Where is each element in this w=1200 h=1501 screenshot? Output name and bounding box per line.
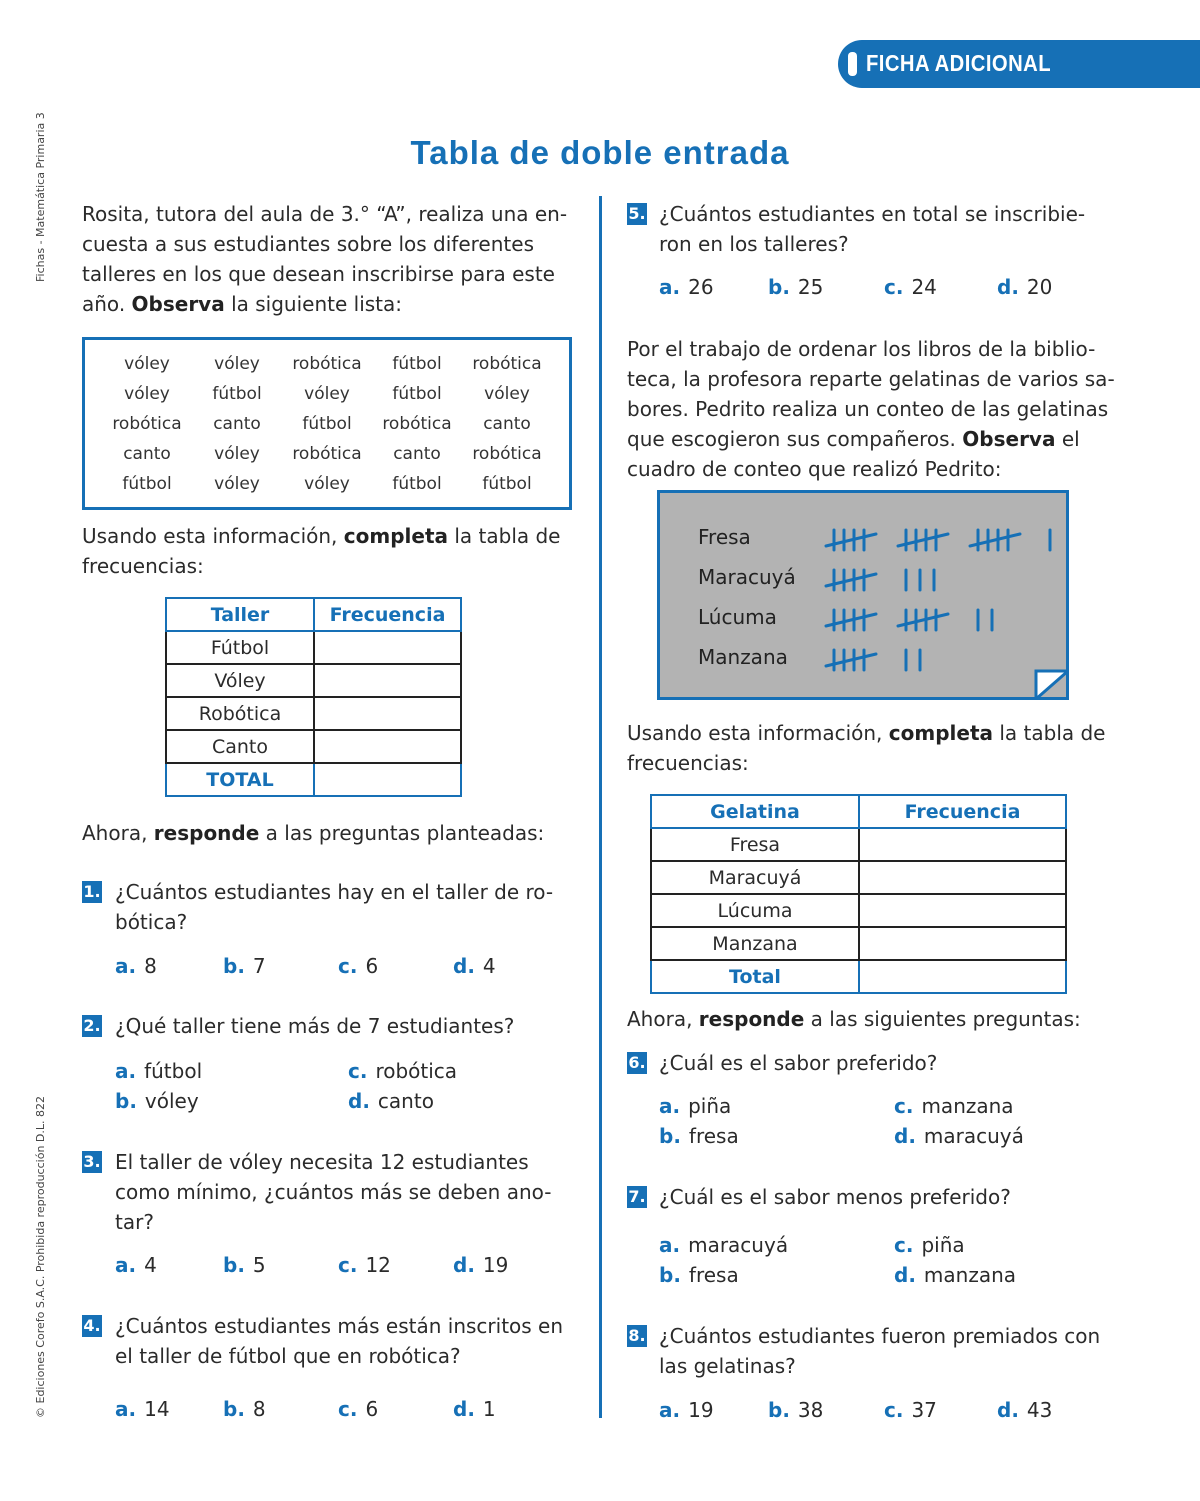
list-item: robótica xyxy=(382,414,452,434)
option-4b[interactable]: b. 8 xyxy=(223,1397,266,1421)
gelatina-frequency-table xyxy=(650,794,1067,994)
list-item: fútbol xyxy=(392,354,442,374)
table-row-label: Manzana xyxy=(651,927,859,960)
column-divider xyxy=(599,196,602,1418)
list-item: vóley xyxy=(214,354,260,374)
total-input-cell[interactable] xyxy=(314,763,461,796)
list-item: canto xyxy=(123,444,171,464)
question-number: 4. xyxy=(83,1316,101,1335)
list-item: vóley xyxy=(124,384,170,404)
frequency-input-cell[interactable] xyxy=(859,828,1066,861)
list-item: vóley xyxy=(214,474,260,494)
option-4c[interactable]: c. 6 xyxy=(338,1397,379,1421)
right-use-instruction: Usando esta información, completa la tabla de frecuencias: xyxy=(627,721,1106,775)
option-2c[interactable]: c. robótica xyxy=(348,1059,458,1083)
frequency-input-cell[interactable] xyxy=(859,861,1066,894)
option-2d[interactable]: d. canto xyxy=(348,1089,434,1113)
tally-chart xyxy=(657,490,1069,700)
frequency-input-cell[interactable] xyxy=(314,697,461,730)
frequency-input-cell[interactable] xyxy=(314,664,461,697)
intro-line: talleres en los que desean inscribirse para este xyxy=(82,262,555,286)
list-item: vóley xyxy=(484,384,530,404)
table-row-label: Canto xyxy=(166,730,314,763)
left-intro xyxy=(82,199,572,319)
table-row-label: Fútbol xyxy=(166,631,314,664)
ficha-adicional-badge xyxy=(838,40,1200,88)
question-6-text: ¿Cuál es el sabor preferido? xyxy=(659,1051,938,1075)
table-row-label: Maracuyá xyxy=(651,861,859,894)
left-use-instruction: Usando esta información, completa la tabla de frecuencias: xyxy=(82,524,561,578)
intro-line: Rosita, tutora del aula de 3.° “A”, realiza una en- xyxy=(82,202,568,226)
option-8d[interactable]: d. 43 xyxy=(997,1398,1053,1422)
right-intro: Por el trabajo de ordenar los libros de la biblio- teca, la profesora reparte gelatinas de varios sa- bores. Pedrito realiza un conteo de las gelatinas que escogieron sus compañeros. Observa el cuadro de conteo que realizó Pedrito: xyxy=(627,337,1115,481)
option-8a[interactable]: a. 19 xyxy=(659,1398,714,1422)
option-2b[interactable]: b. vóley xyxy=(115,1089,199,1113)
list-item: canto xyxy=(393,444,441,464)
list-item: robótica xyxy=(292,444,362,464)
list-item: robótica xyxy=(472,444,542,464)
option-7c[interactable]: c. piña xyxy=(894,1233,965,1257)
folded-corner xyxy=(1036,671,1066,697)
list-item: fútbol xyxy=(212,384,262,404)
list-item: robótica xyxy=(472,354,542,374)
option-6a[interactable]: a. piña xyxy=(659,1094,732,1118)
frequency-input-cell[interactable] xyxy=(859,927,1066,960)
option-3c[interactable]: c. 12 xyxy=(338,1253,391,1277)
frequency-input-cell[interactable] xyxy=(314,730,461,763)
option-5a[interactable]: a. 26 xyxy=(659,275,714,299)
list-item: vóley xyxy=(214,444,260,464)
frequency-input-cell[interactable] xyxy=(859,894,1066,927)
tally-label: Maracuyá xyxy=(698,565,796,589)
option-8b[interactable]: b. 38 xyxy=(768,1398,824,1422)
question-number: 7. xyxy=(628,1187,646,1206)
table-total-label: Total xyxy=(651,960,859,993)
option-4d[interactable]: d. 1 xyxy=(453,1397,496,1421)
question-number: 2. xyxy=(83,1016,101,1035)
option-1d[interactable]: d. 4 xyxy=(453,954,496,978)
list-item: robótica xyxy=(112,414,182,434)
list-item: fútbol xyxy=(482,474,532,494)
table-header-frecuencia: Frecuencia xyxy=(859,795,1066,828)
option-7d[interactable]: d. manzana xyxy=(894,1263,1017,1287)
intro-line: año. Observa la siguiente lista: xyxy=(82,292,403,316)
option-1a[interactable]: a. 8 xyxy=(115,954,157,978)
list-item: vóley xyxy=(304,384,350,404)
question-5-text: ¿Cuántos estudiantes en total se inscribie- ron en los talleres? xyxy=(659,202,1086,256)
right-respond-instruction: Ahora, responde a las siguientes preguntas: xyxy=(627,1007,1081,1031)
option-4a[interactable]: a. 14 xyxy=(115,1397,170,1421)
frequency-input-cell[interactable] xyxy=(314,631,461,664)
side-text-bottom: © Ediciones Corefo S.A.C. Prohibida reproducción D.L. 822 xyxy=(34,1096,47,1418)
question-number: 1. xyxy=(83,882,101,901)
option-6c[interactable]: c. manzana xyxy=(894,1094,1014,1118)
question-4-text: ¿Cuántos estudiantes más están inscritos en el taller de fútbol que en robótica? xyxy=(115,1314,564,1368)
list-item: vóley xyxy=(124,354,170,374)
table-header-taller: Taller xyxy=(166,598,314,631)
list-item: robótica xyxy=(292,354,362,374)
list-item: canto xyxy=(213,414,261,434)
option-8c[interactable]: c. 37 xyxy=(884,1398,937,1422)
option-5c[interactable]: c. 24 xyxy=(884,275,937,299)
table-row-label: Fresa xyxy=(651,828,859,861)
question-number: 6. xyxy=(628,1053,646,1072)
intro-line: cuesta a sus estudiantes sobre los diferentes xyxy=(82,232,534,256)
tally-label: Lúcuma xyxy=(698,605,777,629)
question-8-text: ¿Cuántos estudiantes fueron premiados con las gelatinas? xyxy=(659,1324,1101,1378)
question-number: 3. xyxy=(83,1152,101,1171)
question-number: 8. xyxy=(628,1326,646,1345)
option-1b[interactable]: b. 7 xyxy=(223,954,266,978)
list-item: fútbol xyxy=(302,414,352,434)
table-total-label: TOTAL xyxy=(166,763,314,796)
option-3a[interactable]: a. 4 xyxy=(115,1253,157,1277)
option-7b[interactable]: b. fresa xyxy=(659,1263,739,1287)
list-item: vóley xyxy=(304,474,350,494)
total-input-cell[interactable] xyxy=(859,960,1066,993)
option-1c[interactable]: c. 6 xyxy=(338,954,379,978)
list-item: fútbol xyxy=(392,384,442,404)
option-7a[interactable]: a. maracuyá xyxy=(659,1233,789,1257)
page-title: Tabla de doble entrada xyxy=(410,134,790,171)
list-item: canto xyxy=(483,414,531,434)
workshop-frequency-table xyxy=(165,597,462,797)
question-7-text: ¿Cuál es el sabor menos preferido? xyxy=(659,1185,1011,1209)
table-row-label: Robótica xyxy=(166,697,314,730)
left-respond-instruction: Ahora, responde a las preguntas planteadas: xyxy=(82,821,545,845)
option-2a[interactable]: a. fútbol xyxy=(115,1059,203,1083)
side-text-top: Fichas - Matemática Primaria 3 xyxy=(34,112,47,282)
tally-label: Manzana xyxy=(698,645,788,669)
table-header-frecuencia: Frecuencia xyxy=(314,598,461,631)
tally-label: Fresa xyxy=(698,525,751,549)
badge-label: FICHA ADICIONAL xyxy=(866,50,1052,76)
table-row-label: Lúcuma xyxy=(651,894,859,927)
list-item: fútbol xyxy=(392,474,442,494)
list-item: fútbol xyxy=(122,474,172,494)
option-6d[interactable]: d. maracuyá xyxy=(894,1124,1024,1148)
question-3-text: El taller de vóley necesita 12 estudiantes como mínimo, ¿cuántos más se deben ano- tar? xyxy=(115,1150,552,1234)
option-3d[interactable]: d. 19 xyxy=(453,1253,509,1277)
table-header-gelatina: Gelatina xyxy=(651,795,859,828)
table-row-label: Vóley xyxy=(166,664,314,697)
option-6b[interactable]: b. fresa xyxy=(659,1124,739,1148)
option-3b[interactable]: b. 5 xyxy=(223,1253,266,1277)
question-1-text: ¿Cuántos estudiantes hay en el taller de ro- bótica? xyxy=(115,880,554,934)
question-2-text: ¿Qué taller tiene más de 7 estudiantes? xyxy=(115,1014,515,1038)
option-5d[interactable]: d. 20 xyxy=(997,275,1053,299)
badge-marker xyxy=(848,52,857,76)
option-5b[interactable]: b. 25 xyxy=(768,275,824,299)
workshop-list-box xyxy=(82,337,572,510)
question-number: 5. xyxy=(628,204,646,223)
